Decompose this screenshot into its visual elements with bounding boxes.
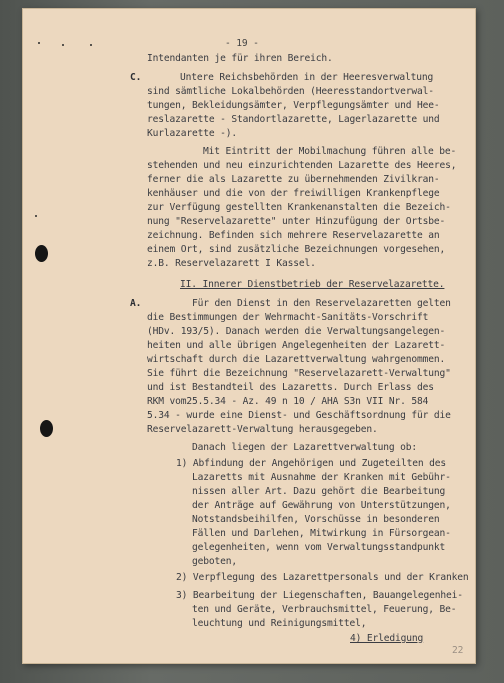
section-heading: II. Innerer Dienstbetrieb der Reservelazarette.	[180, 279, 445, 290]
text-line: Fällen und Darlehen, Mitwirkung in Fürsorgean-	[192, 528, 451, 539]
page-number: - 19 -	[225, 38, 259, 49]
speck	[35, 215, 37, 217]
text-line: sind sämtliche Lokalbehörden (Heeresstandortverwal-	[147, 86, 434, 97]
text-line: leuchtung und Reinigungsmittel,	[192, 618, 367, 629]
text-line: geboten,	[192, 556, 238, 567]
text-line: Für den Dienst in den Reservelazaretten gelten	[192, 298, 451, 309]
text-line: zeichnung. Befinden sich mehrere Reservelazarette an	[147, 230, 440, 241]
text-line: der Anträge auf Gewährung von Unterstützungen,	[192, 500, 451, 511]
text-line: kenhäuser und die von der freiwilligen Krankenpflege	[147, 188, 440, 199]
text-line: einem Ort, sind zusätzliche Bezeichnungen vorgesehen,	[147, 244, 446, 255]
text-line: ten und Geräte, Verbrauchsmittel, Feuerung, Be-	[192, 604, 457, 615]
text-line: wirtschaft durch die Lazarettverwaltung wahrgenommen.	[147, 354, 446, 365]
text-line: Notstandsbeihilfen, Vorschüsse in besonderen	[192, 514, 440, 525]
speck	[90, 44, 92, 46]
text-line: RKM vom25.5.34 - Az. 49 n 10 / AHA S3n VII Nr. 584	[147, 396, 429, 407]
text-line: nissen aller Art. Dazu gehört die Bearbeitung	[192, 486, 446, 497]
list-item-2: 2) Verpflegung des Lazarettpersonals und der Kranken	[176, 572, 469, 583]
text-line: Sie führt die Bezeichnung "Reservelazarett-Verwaltung"	[147, 368, 451, 379]
list-item-1: 1) Abfindung der Angehörigen und Zugeteilten des	[176, 458, 447, 469]
text-line: Mit Eintritt der Mobilmachung führen alle be-	[203, 146, 457, 157]
text-line: heiten und alle übrigen Angelegenheiten der Lazarett-	[147, 340, 446, 351]
speck	[62, 44, 64, 46]
margin-marker-c: C.	[130, 72, 142, 83]
text-line: ferner die als Lazarette zu übernehmenden Zivilkran-	[147, 174, 440, 185]
text-line: gelegenheiten, wenn vom Verwaltungsstandpunkt	[192, 542, 446, 553]
text-line: zur Verfügung gestellten Krankenanstalten die Bezeich-	[147, 202, 451, 213]
corner-page-number: 22	[452, 645, 464, 656]
margin-marker-a: A.	[130, 298, 142, 309]
punch-hole-top	[35, 245, 48, 262]
text-line: Reservelazarett-Verwaltung herausgegeben.	[147, 424, 378, 435]
text-line: (HDv. 193/5). Danach werden die Verwaltungsangelegen-	[147, 326, 446, 337]
speck	[38, 42, 40, 44]
text-line: z.B. Reservelazarett I Kassel.	[147, 258, 316, 269]
text-line: Lazaretts mit Ausnahme der Kranken mit Gebühr-	[192, 472, 451, 483]
text-line: tungen, Bekleidungsämter, Verpflegungsämter und Hee-	[147, 100, 440, 111]
text-line: 5.34 - wurde eine Dienst- und Geschäftsordnung für die	[147, 410, 451, 421]
punch-hole-bottom	[40, 420, 53, 437]
text-line: nung "Reservelazarette" unter Hinzufügung der Ortsbe-	[147, 216, 446, 227]
list-item-3: 3) Bearbeitung der Liegenschaften, Bauangelegenhei-	[176, 590, 463, 601]
text-line: Danach liegen der Lazarettverwaltung ob:	[192, 442, 418, 453]
text-line: reslazarette - Standortlazarette, Lagerlazarette und	[147, 114, 440, 125]
text-line: Kurlazarette -).	[147, 128, 238, 139]
text-line: stehenden und neu einzurichtenden Lazarette des Heeres,	[147, 160, 457, 171]
text-line: die Bestimmungen der Wehrmacht-Sanitäts-Vorschrift	[147, 312, 429, 323]
text-line: Untere Reichsbehörden in der Heeresverwaltung	[180, 72, 434, 83]
text-line: Intendanten je für ihren Bereich.	[147, 53, 333, 64]
catchword: 4) Erledigung	[350, 633, 424, 644]
text-line: und ist Bestandteil des Lazaretts. Durch Erlass des	[147, 382, 434, 393]
